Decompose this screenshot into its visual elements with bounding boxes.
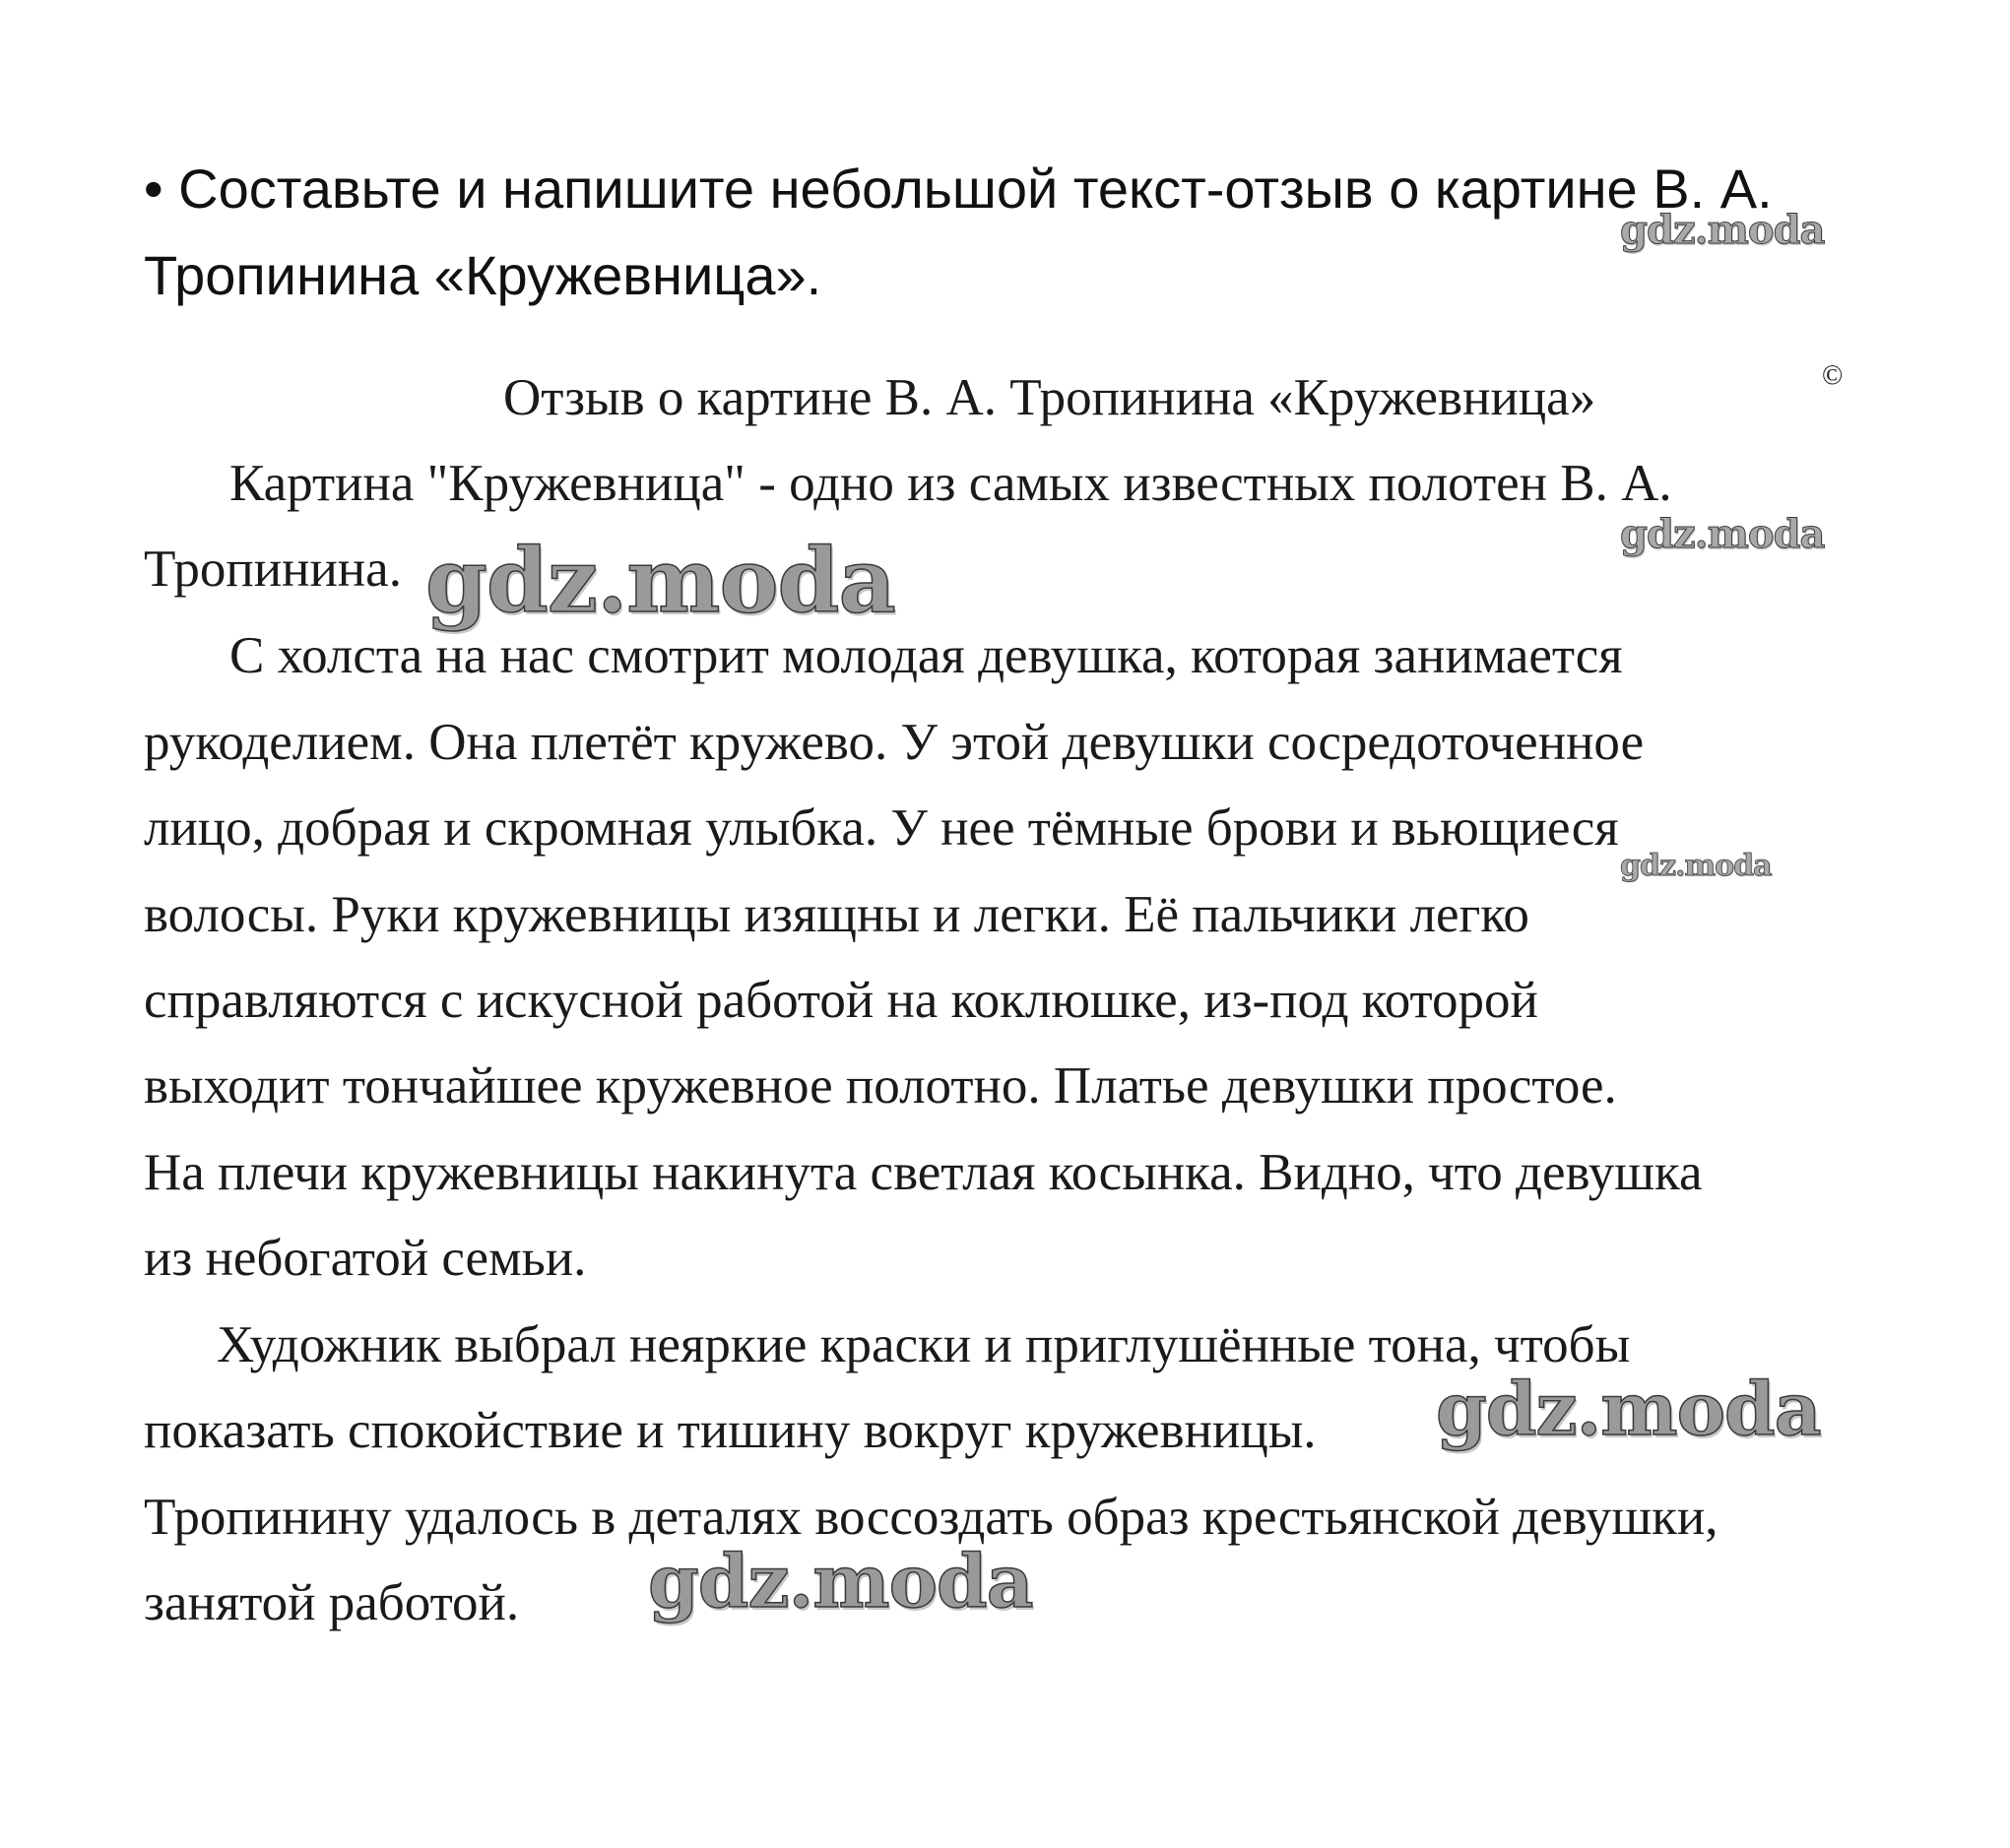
essay-line: волосы. Руки кружевницы изящны и легки. Её пальчики легко	[144, 886, 1529, 943]
essay-line: показать спокойствие и тишину вокруг кружевницы.	[144, 1402, 1317, 1459]
essay-line: рукоделием. Она плетёт кружево. У этой девушки сосредоточенное	[144, 714, 1645, 771]
essay-line: Тропинина.	[144, 541, 402, 598]
task-text-line-1: • Составьте и напишите небольшой текст-отзыв о картине В. А.	[144, 158, 1773, 220]
essay-line: Тропинину удалось в деталях воссоздать образ крестьянской девушки,	[144, 1489, 1718, 1546]
watermark-logo: gdz.moda	[425, 529, 895, 633]
copyright-icon: ©	[1822, 360, 1844, 391]
essay-line: С холста на нас смотрит молодая девушка, которая занимается	[229, 627, 1623, 684]
essay-line: выходит тончайшее кружевное полотно. Платье девушки простое.	[144, 1057, 1617, 1115]
watermark-logo: gdz.moda	[1620, 207, 1825, 253]
essay-line: Картина "Кружевница" - одно из самых известных полотен В. А.	[229, 455, 1672, 512]
watermark-logo: gdz.moda	[1620, 511, 1825, 557]
essay-line: из небогатой семьи.	[144, 1230, 587, 1287]
essay-line: занятой работой.	[144, 1574, 520, 1631]
essay-title: Отзыв о картине В. А. Тропинина «Кружевница»	[503, 369, 1596, 426]
essay-line: Художник выбрал неяркие краски и приглушённые тона, чтобы	[217, 1316, 1631, 1373]
essay-line: справляются с искусной работой на коклюшке, из-под которой	[144, 972, 1538, 1029]
watermark-logo: gdz.moda	[648, 1540, 1033, 1625]
task-text-line-2: Тропинина «Кружевница».	[144, 244, 822, 306]
watermark-logo: gdz.moda	[1436, 1368, 1821, 1452]
essay-line: лицо, добрая и скромная улыбка. У нее тёмные брови и вьющиеся	[144, 799, 1619, 857]
watermark-logo: gdz.moda	[1620, 849, 1772, 883]
essay-line: На плечи кружевницы накинута светлая косынка. Видно, что девушка	[144, 1144, 1703, 1201]
